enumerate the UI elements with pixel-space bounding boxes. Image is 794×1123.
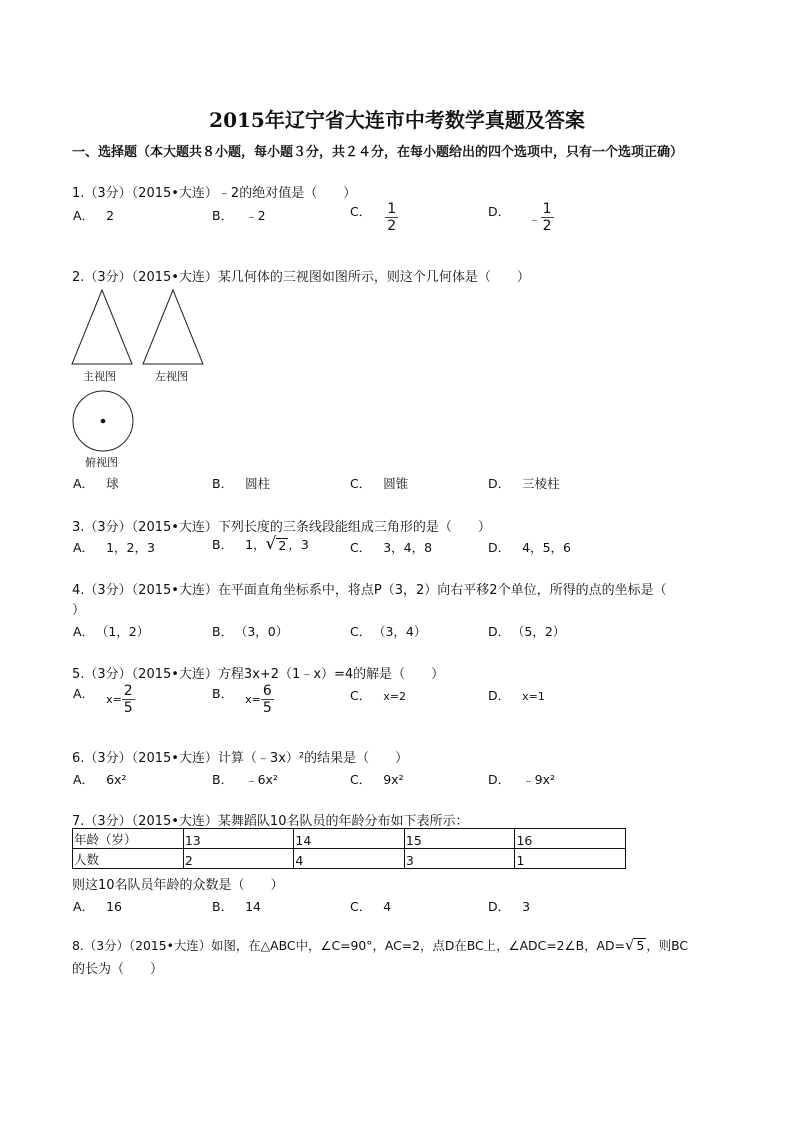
section-heading: 一、选择题（本大题共８小题，每小题３分，共２４分，在每小题给出的四个选项中，只有一个选项正确）: [72, 145, 684, 160]
table-cell: 3: [404, 849, 515, 869]
page-title: 2015年辽宁省大连市中考数学真题及答案: [209, 108, 585, 132]
q6-option-d: D． ﹣9x²: [488, 772, 556, 787]
q7-option-a: A． 16: [73, 899, 122, 914]
q3-option-a: A． 1，2，3: [73, 540, 155, 555]
q2-option-b: B． 圆柱: [212, 476, 271, 491]
q5-option-d: D． x=1: [488, 688, 545, 703]
q1-option-c: C． $\frac{1}{2}$: [350, 201, 397, 234]
table-cell: 15: [404, 829, 515, 849]
q5-option-c: C． x=2: [350, 688, 406, 703]
q6-option-b: B． ﹣6x²: [212, 772, 278, 787]
q6-stem: 6.（3分）（2015•大连）计算（﹣3x）²的结果是（ ）: [72, 751, 409, 766]
q2-option-a: A． 球: [73, 476, 119, 491]
q1-option-d: D． ﹣ $\frac{1}{2}$: [488, 201, 552, 234]
q6-option-a: A． 6x²: [73, 772, 127, 787]
top-view-caption: 俯视图: [85, 456, 118, 469]
q6-option-c: C． 9x²: [350, 772, 404, 787]
left-view-caption: 左视图: [155, 370, 188, 383]
q3-option-c: C． 3，4，8: [350, 540, 433, 555]
table-cell: 1: [515, 849, 626, 869]
q7-option-b: B． 14: [212, 899, 261, 914]
front-view-triangle: [72, 290, 132, 364]
table-row: [73, 829, 626, 849]
q3-stem: 3.（3分）（2015•大连）下列长度的三条线段能组成三角形的是（ ）: [72, 520, 491, 535]
q4-stem-line1: 4.（3分）（2015•大连）在平面直角坐标系中，将点P（3，2）向右平移2个单位，所得的点的坐标是（: [72, 583, 667, 598]
front-view-caption: 主视图: [83, 370, 116, 383]
q5-option-b: B． x= $\frac{6}{5}$: [212, 683, 272, 716]
age-distribution-table: [72, 828, 626, 869]
q8-stem-line2: 的长为（ ）: [72, 962, 164, 977]
q8-stem-line1: 8.（3分）（2015•大连）如图，在△ABC中，∠C=90°，AC=2，点D在BC上，∠ADC=2∠B，AD= √ 5 ，则BC: [72, 936, 689, 954]
table-cell: 人数: [73, 849, 184, 869]
table-cell: 4: [294, 849, 405, 869]
table-cell: 2: [183, 849, 294, 869]
table-cell: 13: [183, 829, 294, 849]
q4-option-d: D． （5，2）: [488, 624, 566, 639]
q5-option-a: A． x= $\frac{2}{5}$: [73, 683, 133, 716]
q1-stem: 1.（3分）（2015•大连）﹣2的绝对值是（ ）: [72, 186, 357, 201]
table-cell: 年龄（岁）: [73, 829, 184, 849]
q4-option-a: A． （1，2）: [73, 624, 150, 639]
q2-option-d: D． 三棱柱: [488, 476, 560, 491]
q7-stem: 7.（3分）（2015•大连）某舞蹈队10名队员的年龄分布如下表所示：: [72, 814, 469, 829]
left-view-triangle: [143, 290, 203, 364]
table-cell: 16: [515, 829, 626, 849]
q4-option-b: B． （3，0）: [212, 624, 289, 639]
q7-option-d: D． 3: [488, 899, 531, 914]
q2-option-c: C． 圆锥: [350, 476, 409, 491]
q3-option-d: D． 4，5，6: [488, 540, 571, 555]
table-cell: 14: [294, 829, 405, 849]
q4-stem-line2: ）: [72, 603, 86, 618]
q5-stem: 5.（3分）（2015•大连）方程3x+2（1﹣x）=4的解是（ ）: [72, 667, 445, 682]
q1-option-b: B． ﹣2: [212, 208, 266, 223]
q3-option-b: B． 1， √ 2 ，3: [212, 534, 309, 554]
top-view-center-dot: [101, 419, 106, 424]
q7-option-c: C． 4: [350, 899, 392, 914]
q1-option-a: A． 2: [73, 208, 115, 223]
q2-stem: 2.（3分）（2015•大连）某几何体的三视图如图所示，则这个几何体是（ ）: [72, 270, 530, 285]
table-row: [73, 849, 626, 869]
q7-followup: 则这10名队员年龄的众数是（ ）: [72, 878, 284, 893]
q4-option-c: C． （3，4）: [350, 624, 427, 639]
